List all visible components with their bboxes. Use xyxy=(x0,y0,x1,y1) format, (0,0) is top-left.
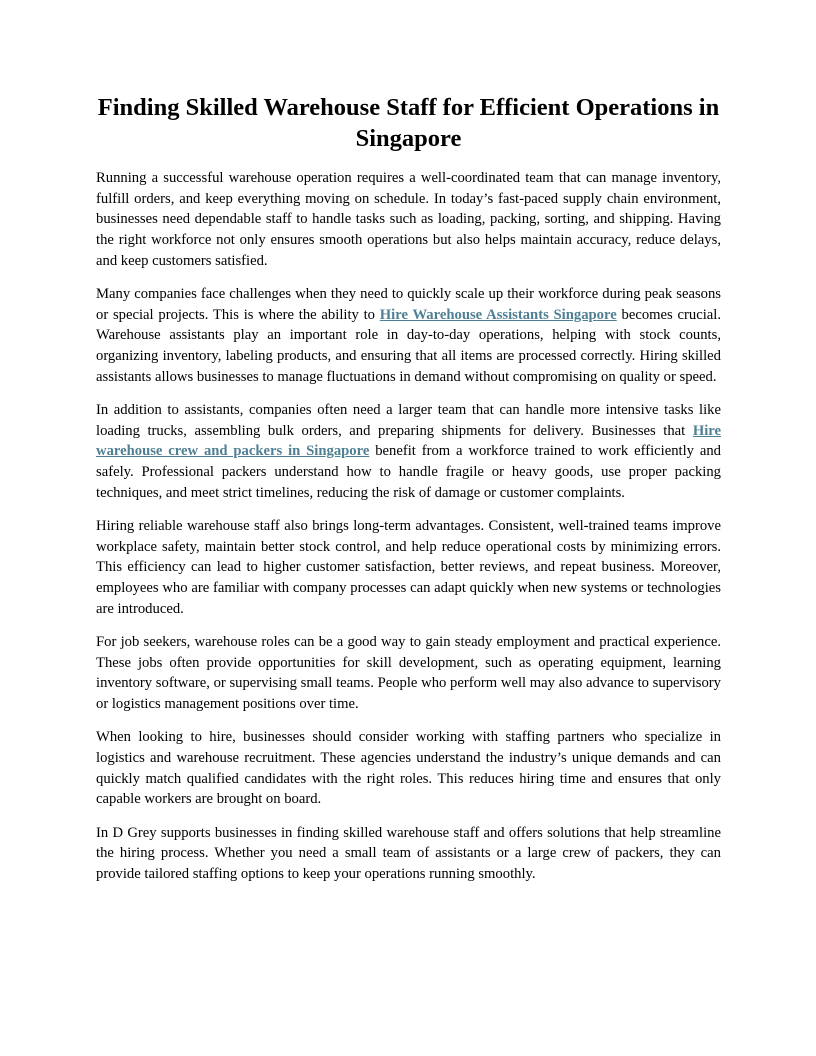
paragraph-text-before-link: Many companies face challenges when they need to quickly scale up their workforce during peak seasons or special projects. This is where the ability to xyxy=(96,286,721,323)
paragraph-warehouse-crew xyxy=(96,400,721,504)
paragraph-warehouse-assistants xyxy=(96,284,721,388)
paragraph-staffing-partners: When looking to hire, businesses should consider working with staffing partners who specialize in logistics and warehouse recruitment. These agencies understand the industry’s unique demands and can quickly match qualified candidates with the right roles. This reduces hiring time and ensures that only capable workers are brought on board. xyxy=(96,729,721,808)
paragraph-intro: Running a successful warehouse operation requires a well-coordinated team that can manage inventory, fulfill orders, and keep everything moving on schedule. In today’s fast-paced supply chain environment, businesses need dependable staff to handle tasks such as loading, packing, sorting, and shipping. Having the right workforce not only ensures smooth operations but also helps maintain accuracy, reduce delays, and keep customers satisfied. xyxy=(96,170,721,269)
paragraph-long-term-advantages: Hiring reliable warehouse staff also brings long-term advantages. Consistent, well-trained teams improve workplace safety, maintain better stock control, and help reduce operational costs by minimizing errors. This efficiency can lead to higher customer satisfaction, better reviews, and repeat business. Moreover, employees who are familiar with company processes can adapt quickly when new systems or technologies are introduced. xyxy=(96,518,721,617)
paragraph-text-before-link: In addition to assistants, companies often need a larger team that can handle more intensive tasks like loading trucks, assembling bulk orders, and preparing shipments for delivery. Businesses that xyxy=(96,402,721,439)
document-title: Finding Skilled Warehouse Staff for Efficient Operations in Singapore xyxy=(97,94,720,152)
document-page xyxy=(96,92,721,897)
paragraph-text-after-link: benefit from a workforce trained to work efficiently and safely. Professional packers understand how to handle fragile or heavy goods, use proper packing techniques, and meet strict timelines, reducing the risk of damage or customer complaints. xyxy=(96,443,722,501)
paragraph-text-after-link: becomes crucial. Warehouse assistants play an important role in day-to-day operations, helping with stock counts, organizing inventory, labeling products, and ensuring that all items are processed correctly. Hiring skilled assistants allows businesses to manage fluctuations in demand without compromising on quality or speed. xyxy=(96,306,721,385)
hire-warehouse-assistants-link[interactable]: Hire Warehouse Assistants Singapore xyxy=(379,306,617,323)
paragraph-job-seekers: For job seekers, warehouse roles can be a good way to gain steady employment and practical experience. These jobs often provide opportunities for skill development, such as operating equipment, learning inventory software, or supervising small teams. People who perform well may also advance to supervisory or logistics management positions over time. xyxy=(96,634,721,713)
paragraph-in-d-grey: In D Grey supports businesses in finding skilled warehouse staff and offers solutions that help streamline the hiring process. Whether you need a small team of assistants or a large crew of packers, they can provide tailored staffing options to keep your operations running smoothly. xyxy=(96,824,721,883)
hire-warehouse-crew-link[interactable]: Hire warehouse crew and packers in Singapore xyxy=(96,422,721,460)
